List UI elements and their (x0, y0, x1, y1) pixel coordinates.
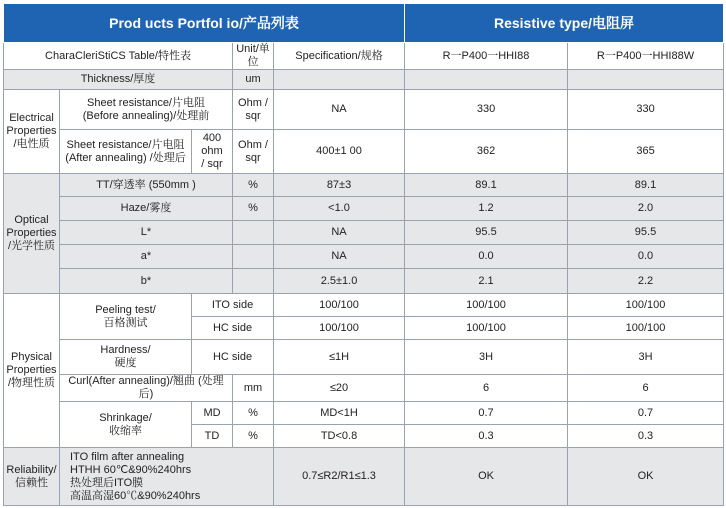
l-star-label: L* (60, 221, 233, 245)
resistive-title: Resistive type/电阻屏 (405, 4, 724, 43)
transmittance-unit: % (233, 174, 274, 197)
ito-side-value-a: 100/100 (405, 294, 568, 317)
header-row (4, 4, 724, 43)
a-star-value-b: 0.0 (568, 245, 724, 269)
reliability-group-label (4, 448, 60, 506)
label-line: Sheet resistance/片电阻 (87, 96, 205, 109)
td-unit: % (233, 425, 274, 448)
group-label-line: Reliability/ (6, 463, 57, 476)
unit-header: Unit/单位 (233, 43, 274, 70)
label-line: Peeling test/ (95, 303, 156, 316)
thickness-unit: um (233, 70, 274, 90)
hardness-label (60, 340, 192, 375)
sheet-resistance-before-label (60, 90, 233, 130)
l-star-unit (233, 221, 274, 245)
a-star-row (4, 245, 724, 269)
label-line: 高温高湿60℃&90%240hrs (70, 489, 201, 502)
transmittance-label: TT/穿透率 (550mm ) (60, 174, 233, 197)
curl-label: Curl(After annealing)/翘曲 (处理后) (60, 375, 233, 402)
curl-row (4, 375, 724, 402)
group-label-line: 信赖性 (15, 476, 48, 489)
sheet-resistance-after-label (60, 130, 192, 174)
hardness-row (4, 340, 724, 375)
label-line: 收缩率 (109, 424, 142, 437)
b-star-label: b* (60, 269, 233, 294)
curl-value-a: 6 (405, 375, 568, 402)
b-star-unit (233, 269, 274, 294)
md-unit: % (233, 402, 274, 425)
b-star-value-a: 2.1 (405, 269, 568, 294)
group-label-line: Properties (6, 364, 57, 376)
haze-row (4, 197, 724, 221)
physical-group-label (4, 294, 60, 448)
hc-side-condition: HC side (192, 317, 274, 340)
sheet-resistance-before-value-a: 330 (405, 90, 568, 130)
thickness-spec (274, 70, 405, 90)
hardness-condition: HC side (192, 340, 274, 375)
group-label-line: Optical (14, 214, 49, 226)
label-line: 硬度 (114, 357, 137, 369)
sheet-resistance-after-unit: Ohm / sqr (233, 130, 274, 174)
haze-value-a: 1.2 (405, 197, 568, 221)
a-star-unit (233, 245, 274, 269)
curl-spec: ≤20 (274, 375, 405, 402)
td-value-b: 0.3 (568, 425, 724, 448)
electrical-group-label (4, 90, 60, 174)
thickness-row (4, 70, 724, 90)
characteristics-header: CharaCleriStiCS Table/特性表 (4, 43, 233, 70)
optical-group-label (4, 174, 60, 294)
hc-side-value-a: 100/100 (405, 317, 568, 340)
sheet-resistance-before-unit: Ohm / sqr (233, 90, 274, 130)
ito-side-spec: 100/100 (274, 294, 405, 317)
hardness-value-a: 3H (405, 340, 568, 375)
group-label-line: /物理性质 (7, 377, 56, 389)
a-star-value-a: 0.0 (405, 245, 568, 269)
label-line: Hardness/ (100, 344, 151, 356)
curl-value-b: 6 (568, 375, 724, 402)
b-star-row (4, 269, 724, 294)
group-label-line: Physical (11, 351, 52, 363)
label-line: ITO film after annealing (70, 450, 185, 463)
haze-unit: % (233, 197, 274, 221)
label-line: HTHH 60℃&90%240hrs (70, 463, 192, 476)
shrinkage-label (60, 402, 192, 448)
l-star-value-a: 95.5 (405, 221, 568, 245)
ito-side-condition: ITO side (192, 294, 274, 317)
condition-line: / sqr (201, 158, 223, 170)
reliability-row (4, 448, 724, 506)
reliability-value-a: OK (405, 448, 568, 506)
md-condition: MD (192, 402, 233, 425)
transmittance-value-a: 89.1 (405, 174, 568, 197)
l-star-row (4, 221, 724, 245)
sheet-resistance-before-row (4, 90, 724, 130)
td-spec: TD<0.8 (274, 425, 405, 448)
md-value-b: 0.7 (568, 402, 724, 425)
thickness-label: Thickness/厚度 (4, 70, 233, 90)
peeling-test-label (60, 294, 192, 340)
reliability-value-b: OK (568, 448, 724, 506)
haze-label: Haze/雾度 (60, 197, 233, 221)
td-condition: TD (192, 425, 233, 448)
group-label-line: /光学性质 (7, 240, 56, 252)
haze-spec: <1.0 (274, 197, 405, 221)
label-line: 热处理后ITO膜 (70, 476, 144, 489)
hc-side-value-b: 100/100 (568, 317, 724, 340)
hardness-value-b: 3H (568, 340, 724, 375)
td-value-a: 0.3 (405, 425, 568, 448)
l-star-value-b: 95.5 (568, 221, 724, 245)
column-header-row (4, 43, 724, 70)
ito-side-value-b: 100/100 (568, 294, 724, 317)
product-portfolio-table (3, 3, 724, 506)
condition-line: 400 ohm (201, 132, 223, 157)
reliability-condition-label (60, 448, 274, 506)
l-star-spec: NA (274, 221, 405, 245)
group-label-line: Electrical (9, 112, 54, 124)
specification-header: Specification/规格 (274, 43, 405, 70)
sheet-resistance-after-condition (192, 130, 233, 174)
curl-unit: mm (233, 375, 274, 402)
sheet-resistance-before-value-b: 330 (568, 90, 724, 130)
transmittance-spec: 87±3 (274, 174, 405, 197)
b-star-spec: 2.5±1.0 (274, 269, 405, 294)
transmittance-value-b: 89.1 (568, 174, 724, 197)
label-line: Sheet resistance/片电阻 (66, 138, 185, 151)
thickness-value-b (568, 70, 724, 90)
b-star-value-b: 2.2 (568, 269, 724, 294)
sheet-resistance-after-value-a: 362 (405, 130, 568, 174)
label-line: Shrinkage/ (99, 411, 152, 424)
label-line: (Before annealing)/处理前 (82, 109, 210, 122)
sheet-resistance-after-value-b: 365 (568, 130, 724, 174)
peeling-ito-row (4, 294, 724, 317)
haze-value-b: 2.0 (568, 197, 724, 221)
products-title: Prod ucts Portfol io/产品列表 (4, 4, 405, 43)
group-label-line: /电性质 (13, 138, 50, 150)
sheet-resistance-before-spec: NA (274, 90, 405, 130)
shrinkage-md-row (4, 402, 724, 425)
sheet-resistance-after-row (4, 130, 724, 174)
sheet-resistance-after-spec: 400±1 00 (274, 130, 405, 174)
a-star-spec: NA (274, 245, 405, 269)
transmittance-row (4, 174, 724, 197)
product-b-header: R一P400一HHI88W (568, 43, 724, 70)
product-a-header: R一P400一HHI88 (405, 43, 568, 70)
a-star-label: a* (60, 245, 233, 269)
hc-side-spec: 100/100 (274, 317, 405, 340)
group-label-line: Properties (6, 125, 57, 137)
md-value-a: 0.7 (405, 402, 568, 425)
group-label-line: Properties (6, 227, 57, 239)
label-line: (After annealing) /处理后 (65, 151, 186, 164)
label-line: 百格测试 (103, 316, 148, 329)
md-spec: MD<1H (274, 402, 405, 425)
thickness-value-a (405, 70, 568, 90)
reliability-spec: 0.7≤R2/R1≤1.3 (274, 448, 405, 506)
hardness-spec: ≤1H (274, 340, 405, 375)
